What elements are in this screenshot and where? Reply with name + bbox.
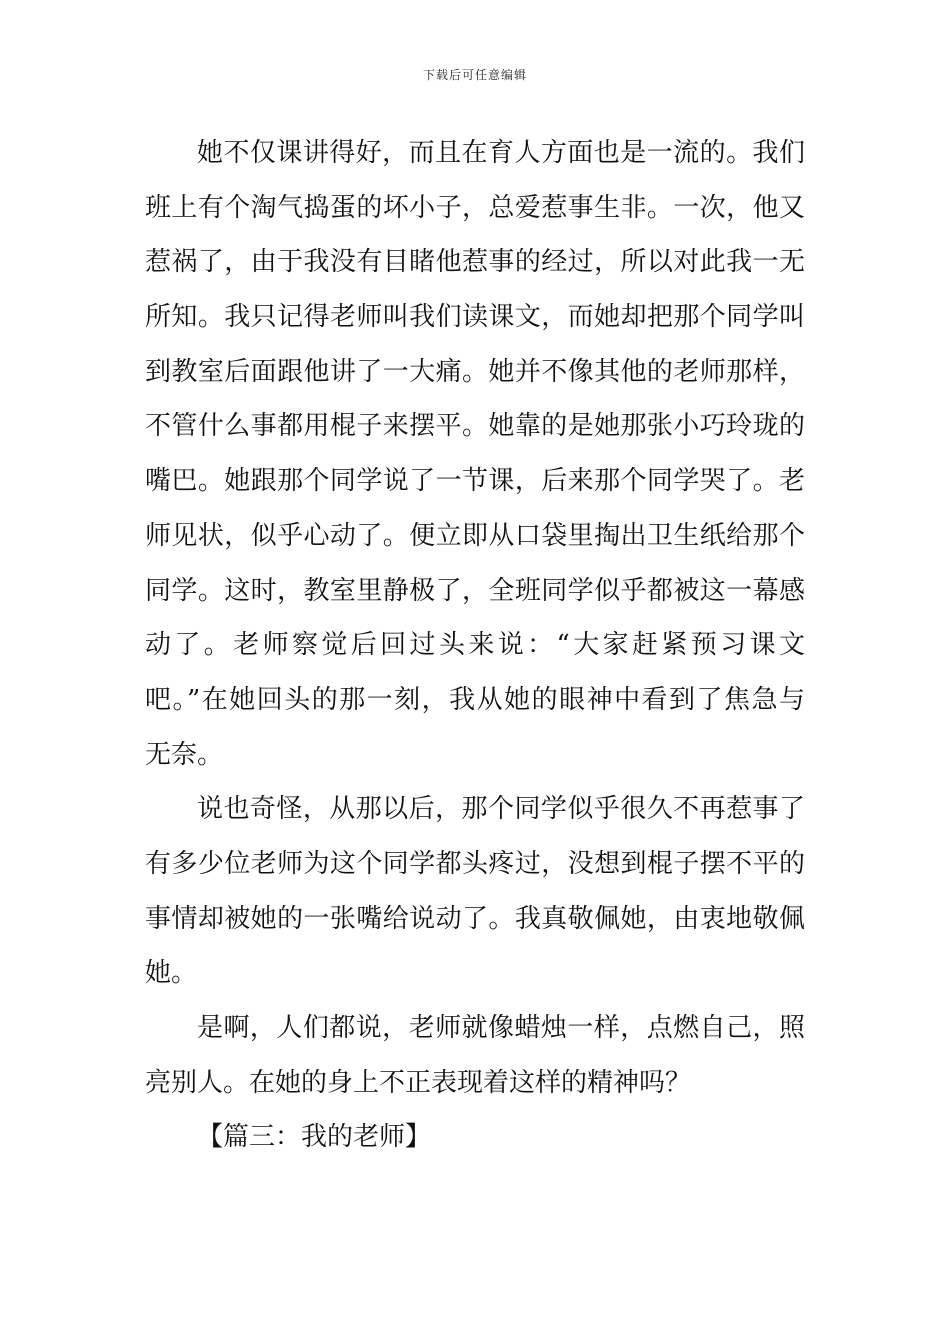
paragraph-3-line-2: 亮别人。在她的身上不正表现着这样的精神吗？ [145,1067,692,1098]
paragraph-1-line-10: 动了。老师察觉后回过头来说：“大家赶紧预习课文 [145,630,805,661]
paragraph-3-line-1: 是啊，人们都说，老师就像蜡烛一样，点燃自己，照 [197,1013,805,1043]
paragraph-2-line-1: 说也奇怪，从那以后，那个同学似乎很久不再惹事了 [197,794,805,825]
paragraph-1-line-2: 班上有个淘气捣蛋的坏小子，总爱惹事生非。一次，他又 [145,192,805,223]
page-header: 下载后可任意编辑 [422,68,527,82]
paragraph-1-line-11: 吧。”在她回头的那一刻，我从她的眼神中看到了焦急与 [145,684,805,715]
paragraph-1-line-3: 惹祸了，由于我没有目睹他惹事的经过，所以对此我一无 [145,247,805,278]
paragraph-1-line-7: 嘴巴。她跟那个同学说了一节课，后来那个同学哭了。老 [145,466,805,497]
paragraph-1-line-4: 所知。我只记得老师叫我们读课文，而她却把那个同学叫 [145,302,805,333]
paragraph-1-line-8: 师见状，似乎心动了。便立即从口袋里掏出卫生纸给那个 [145,520,805,551]
section-heading: 【篇三：我的老师】 [197,1122,432,1153]
paragraph-2-line-3: 事情却被她的一张嘴给说动了。我真敬佩她，由衷地敬佩 [145,903,805,934]
paragraph-1-line-1: 她不仅课讲得好，而且在育人方面也是一流的。我们 [197,138,805,168]
document-body [145,126,805,1165]
paragraph-1-line-6: 不管什么事都用棍子来摆平。她靠的是她那张小巧玲珑的 [145,411,805,442]
paragraph-2-line-4: 她。 [145,958,198,989]
paragraph-1-line-12: 无奈。 [145,739,224,770]
paragraph-1-line-9: 同学。这时，教室里静极了，全班同学似乎都被这一幕感 [145,575,805,606]
paragraph-2-line-2: 有多少位老师为这个同学都头疼过，没想到棍子摆不平的 [145,848,805,879]
paragraph-1-line-5: 到教室后面跟他讲了一大痛。她并不像其他的老师那样， [145,356,805,387]
